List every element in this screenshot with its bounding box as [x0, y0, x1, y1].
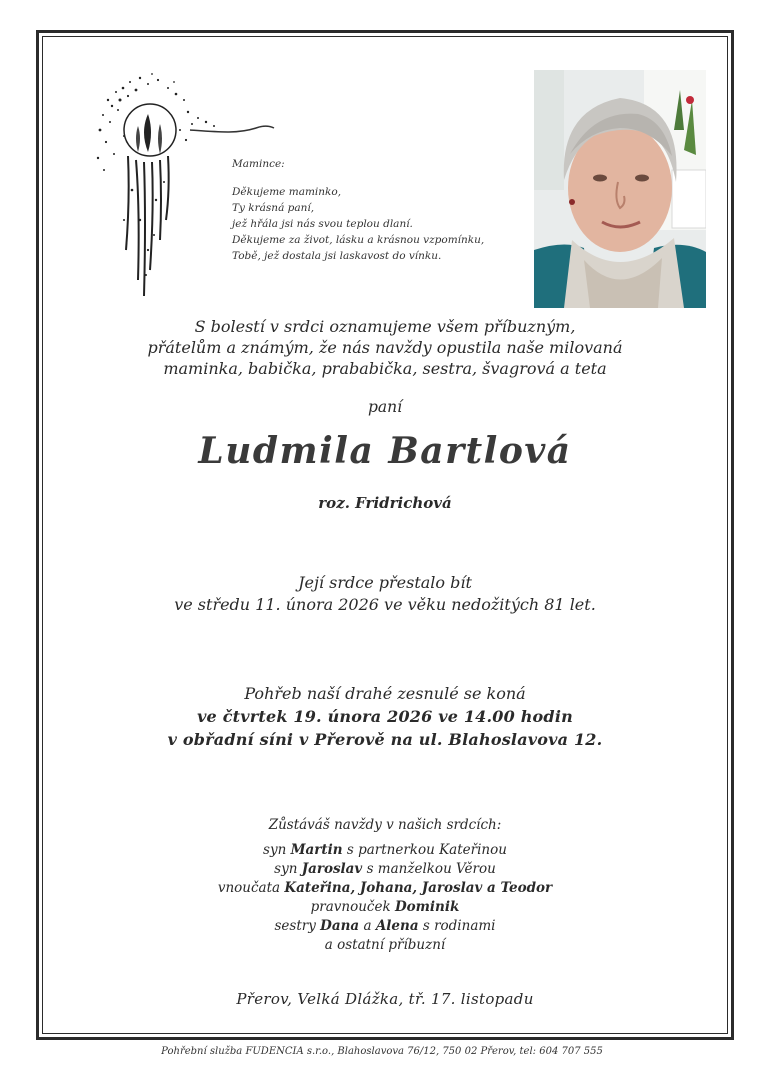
death-line: ve středu 11. února 2026 ve věku nedožitých 81 let.: [174, 595, 596, 614]
family-row: pravnouček Dominik: [310, 899, 460, 915]
poem-line: Tobě, jež dostala jsi laskavost do vínku.: [232, 250, 442, 262]
intro-line: přátelům a známým, že nás navždy opustila naše milovaná: [147, 338, 623, 357]
intro-line: S bolestí v srdci oznamujeme všem příbuzným,: [194, 317, 576, 336]
death-line: Její srdce přestalo bít: [298, 573, 472, 592]
place-line: Přerov, Velká Dlážka, tř. 17. listopadu: [236, 990, 534, 1008]
funeral-info: [42, 682, 728, 751]
poem-line: Ty krásná paní,: [232, 202, 315, 214]
poem-line: Děkujeme za život, lásku a krásnou vzpomínku,: [232, 234, 485, 246]
poem-line: jež hřála jsi nás svou teplou dlaní.: [232, 218, 413, 230]
family-row: sestry Dana a Alena s rodinami: [274, 918, 496, 934]
funeral-place: v obřadní síni v Přerově na ul. Blahoslavova 12.: [167, 730, 603, 749]
maiden-name: roz. Fridrichová: [318, 494, 452, 512]
funeral-line: Pohřeb naší drahé zesnulé se koná: [244, 684, 526, 703]
family-row: syn Jaroslav s manželkou Věrou: [274, 861, 496, 877]
funeral-date: ve čtvrtek 19. února 2026 ve 14.00 hodin: [197, 707, 573, 726]
funeral-service-footer: Pohřební služba FUDENCIA s.r.o., Blahoslavova 76/12, 750 02 Přerov, tel: 604 707 555: [161, 1046, 603, 1057]
death-notice: [42, 572, 728, 616]
poem: [232, 156, 484, 264]
family-row: syn Martin s partnerkou Kateřinou: [263, 842, 507, 858]
family-row: vnoučata Kateřina, Johana, Jaroslav a Teodor: [217, 880, 553, 896]
deceased-name: Ludmila Bartlová: [198, 430, 572, 472]
portrait-photo: [534, 70, 706, 308]
poem-title: Mamince:: [232, 158, 285, 170]
family-row: a ostatní příbuzní: [324, 937, 446, 953]
poem-line: Děkujeme maminko,: [232, 186, 342, 198]
announcement-intro: [42, 316, 728, 379]
intro-line: maminka, babička, prababička, sestra, švagrová a teta: [163, 359, 607, 378]
title-word: paní: [367, 398, 403, 416]
family-heading: Zůstáváš navždy v našich srdcích:: [268, 817, 502, 833]
family-list: [42, 816, 728, 955]
